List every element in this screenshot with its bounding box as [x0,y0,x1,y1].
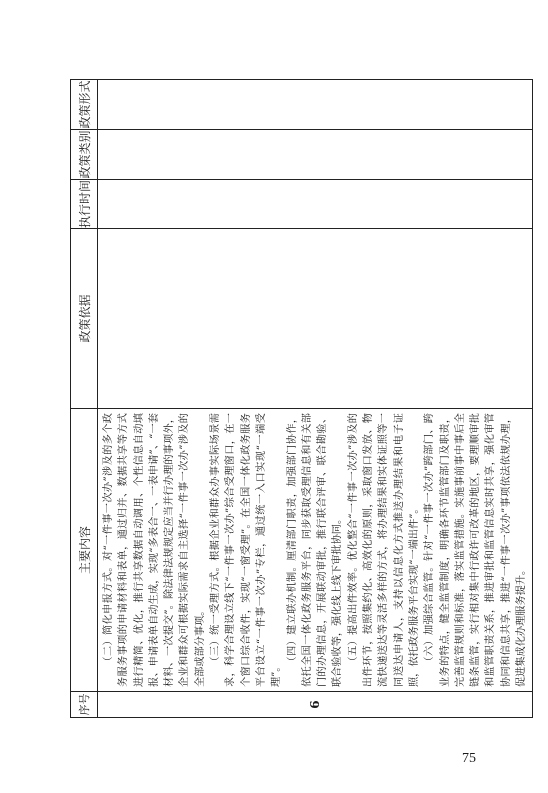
content-paragraph-2: （二）简化申报方式。对“一件事一次办”涉及的多个政务服务事项的申请材料和表单，通过归并、数据共享等方式进行精简、优化，推行共享数据自动调用、个性信息自动填报、申请表单自动生成，实现“多表合一、一表申请”、“一套材料、一次提交”。除法律法规规定应当并行办理的事项外，企业和群众可根据实际需求自主选择“一件事一次办”涉及的全部或部分事项。 [103,413,206,687]
cell-time [98,180,533,229]
policy-table-rotated [70,80,528,718]
cell-seq: 6 [98,692,533,718]
content-paragraph-6: （六）加强综合监管。针对“一件事一次办”跨部门、跨业务的特点，健全监管制度，明确各环节监管部门及职责，完善监管规则和标准，落实监管措施。实施事前事中事后全链条监管，实行相对集中行政许可改革的地区，要理顺审批和监管职责关系，推进审批和监管信息实时共享，强化审管协同和信息共享，推进“一件事一次办”事项依法依规办理，促进集成化办理服务提升。 [424,413,528,687]
content-paragraph-5: （五）提高出件效率。优化整合“一件事一次办”涉及的出件环节，按照集约化、高效化的原则，采取窗口发放、物流快递送达等灵活多样的方式，将办理结果和实体证照等一同送达申请人，支持以信息化方式推送办理结果和电子证照，依托政务服务平台实现“一端出件”。 [347,413,420,687]
header-form: 政策形式 [71,80,98,130]
table-row [98,80,533,718]
rotated-table-wrapper [70,80,528,718]
table-header-row [71,80,98,718]
header-time: 执行时间 [71,180,98,229]
cell-type [98,130,533,180]
policy-table [70,79,533,718]
page-number: 75 [462,751,476,766]
header-type: 政策类别 [71,130,98,180]
cell-basis [98,229,533,409]
header-content: 主要内容 [71,409,98,692]
content-paragraph-4: （四）建立联办机制。厘清部门职责，加强部门协作，依托全国一体化政务服务平台，同步获取受理信息和有关部门的办理信息，开展联动审批，推行联合评审、联合勘验、联合验收等，强化线上线下审批协同。 [286,413,344,687]
content-paragraph-3: （三）统一受理方式。根据企业和群众办事实际场景需求，科学合理设立线下“一件事一次办”综合受理窗口，在一个窗口综合收件，实现“一窗受理”。在全国一体化政务服务平台设立“一件事一次办”专栏，通过统一入口实现“一端受理”。 [210,413,283,687]
cell-form [98,80,533,130]
header-seq: 序号 [71,692,98,718]
header-basis: 政策依据 [71,229,98,409]
cell-content [98,409,533,692]
